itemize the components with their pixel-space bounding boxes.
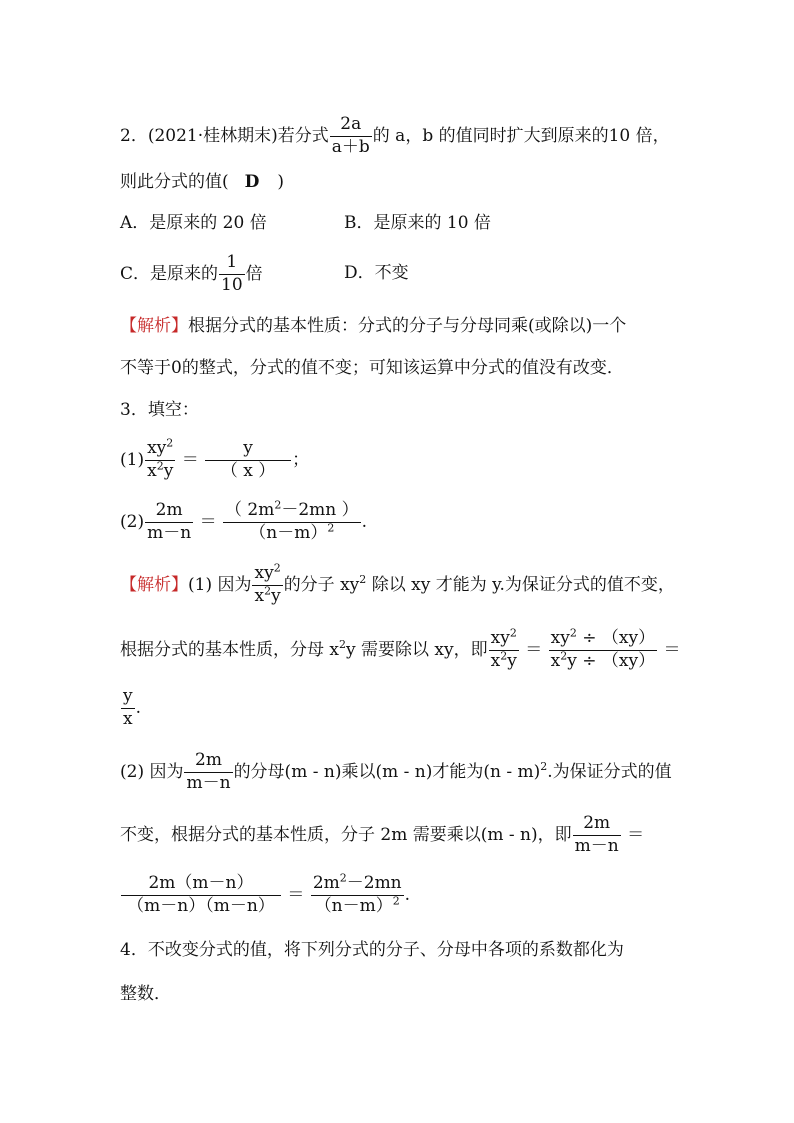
q4-line1: 4．不改变分式的值，将下列分式的分子、分母中各项的系数都化为 (120, 940, 624, 960)
q2-option-a: A．是原来的 20 倍 (120, 213, 267, 233)
q3-part2: (2) $\frac{2m}{m-n}$ ＝ $\frac{( 2m^2-2mn )}{(n-m)^2}$ . (120, 498, 368, 543)
q3-part1: (1) $\frac{xy^2}{x^2y}$ ＝ $\frac{y}{( x )}$ ； (120, 436, 310, 481)
q2-option-c: C．是原来的 $\frac{1}{10}$ 倍 (120, 252, 263, 295)
q3-analysis-line2: 根据分式的基本性质，分母 $x^2y$ 需要除以 xy，即 $\frac{xy^2}{x^2y}$ ＝ $\frac{xy^2 \div (xy)}{x^2y \div (xy)}$ ＝ (120, 626, 681, 671)
q2-stem-line1 (120, 116, 670, 157)
q3-analysis-line5: 不变，根据分式的基本性质，分子 2m 需要乘以(m - n)，即 $\frac{2m}{m-n}$ ＝ (120, 813, 645, 856)
q2-answer: D (244, 172, 260, 192)
q2-analysis-line1: 【解析】根据分式的基本性质：分式的分子与分母同乘(或除以)一个 (120, 316, 627, 336)
q3-analysis-line4: (2) 因为 $\frac{2m}{m-n}$ 的分母(m - n)乘以(m - n)才能为(n - m)$^2$.为保证分式的值 (120, 750, 672, 793)
q2-option-b: B．是原来的 10 倍 (344, 213, 491, 233)
analysis-tag: 【解析】 (120, 316, 188, 336)
q3-title: 3．填空： (120, 400, 199, 420)
analysis-tag: 【解析】 (120, 574, 188, 595)
q3-analysis-line6: $\frac{2m(m-n)}{(m-n)(m-n)}$ ＝ $\frac{2m^2-2mn}{(n-m)^2}$ . (120, 875, 410, 916)
q3-analysis-line3: $\frac{y}{x}$ . (123, 686, 142, 729)
q2-analysis-line2: 不等于0的整式，分式的值不变；可知该运算中分式的值没有改变． (120, 358, 624, 378)
q4-line2: 整数． (120, 984, 171, 1004)
q2-stem-line2: 则此分式的值( D ) (120, 172, 285, 192)
q2-stem-suffix: 的 a，b 的值同时扩大到原来的10 倍， (372, 125, 670, 146)
q2-stem-fraction: $\frac{2a}{a+b}$ (331, 114, 370, 157)
q2-option-d: D．不变 (344, 263, 409, 283)
q2-stem-prefix: 2．(2021·桂林期末)若分式 (120, 125, 329, 146)
q3-analysis-line1: 【解析】(1) 因为 $\frac{xy^2}{x^2y}$ 的分子 $xy^2$ 除以 xy 才能为 y.为保证分式的值不变， (120, 561, 675, 606)
